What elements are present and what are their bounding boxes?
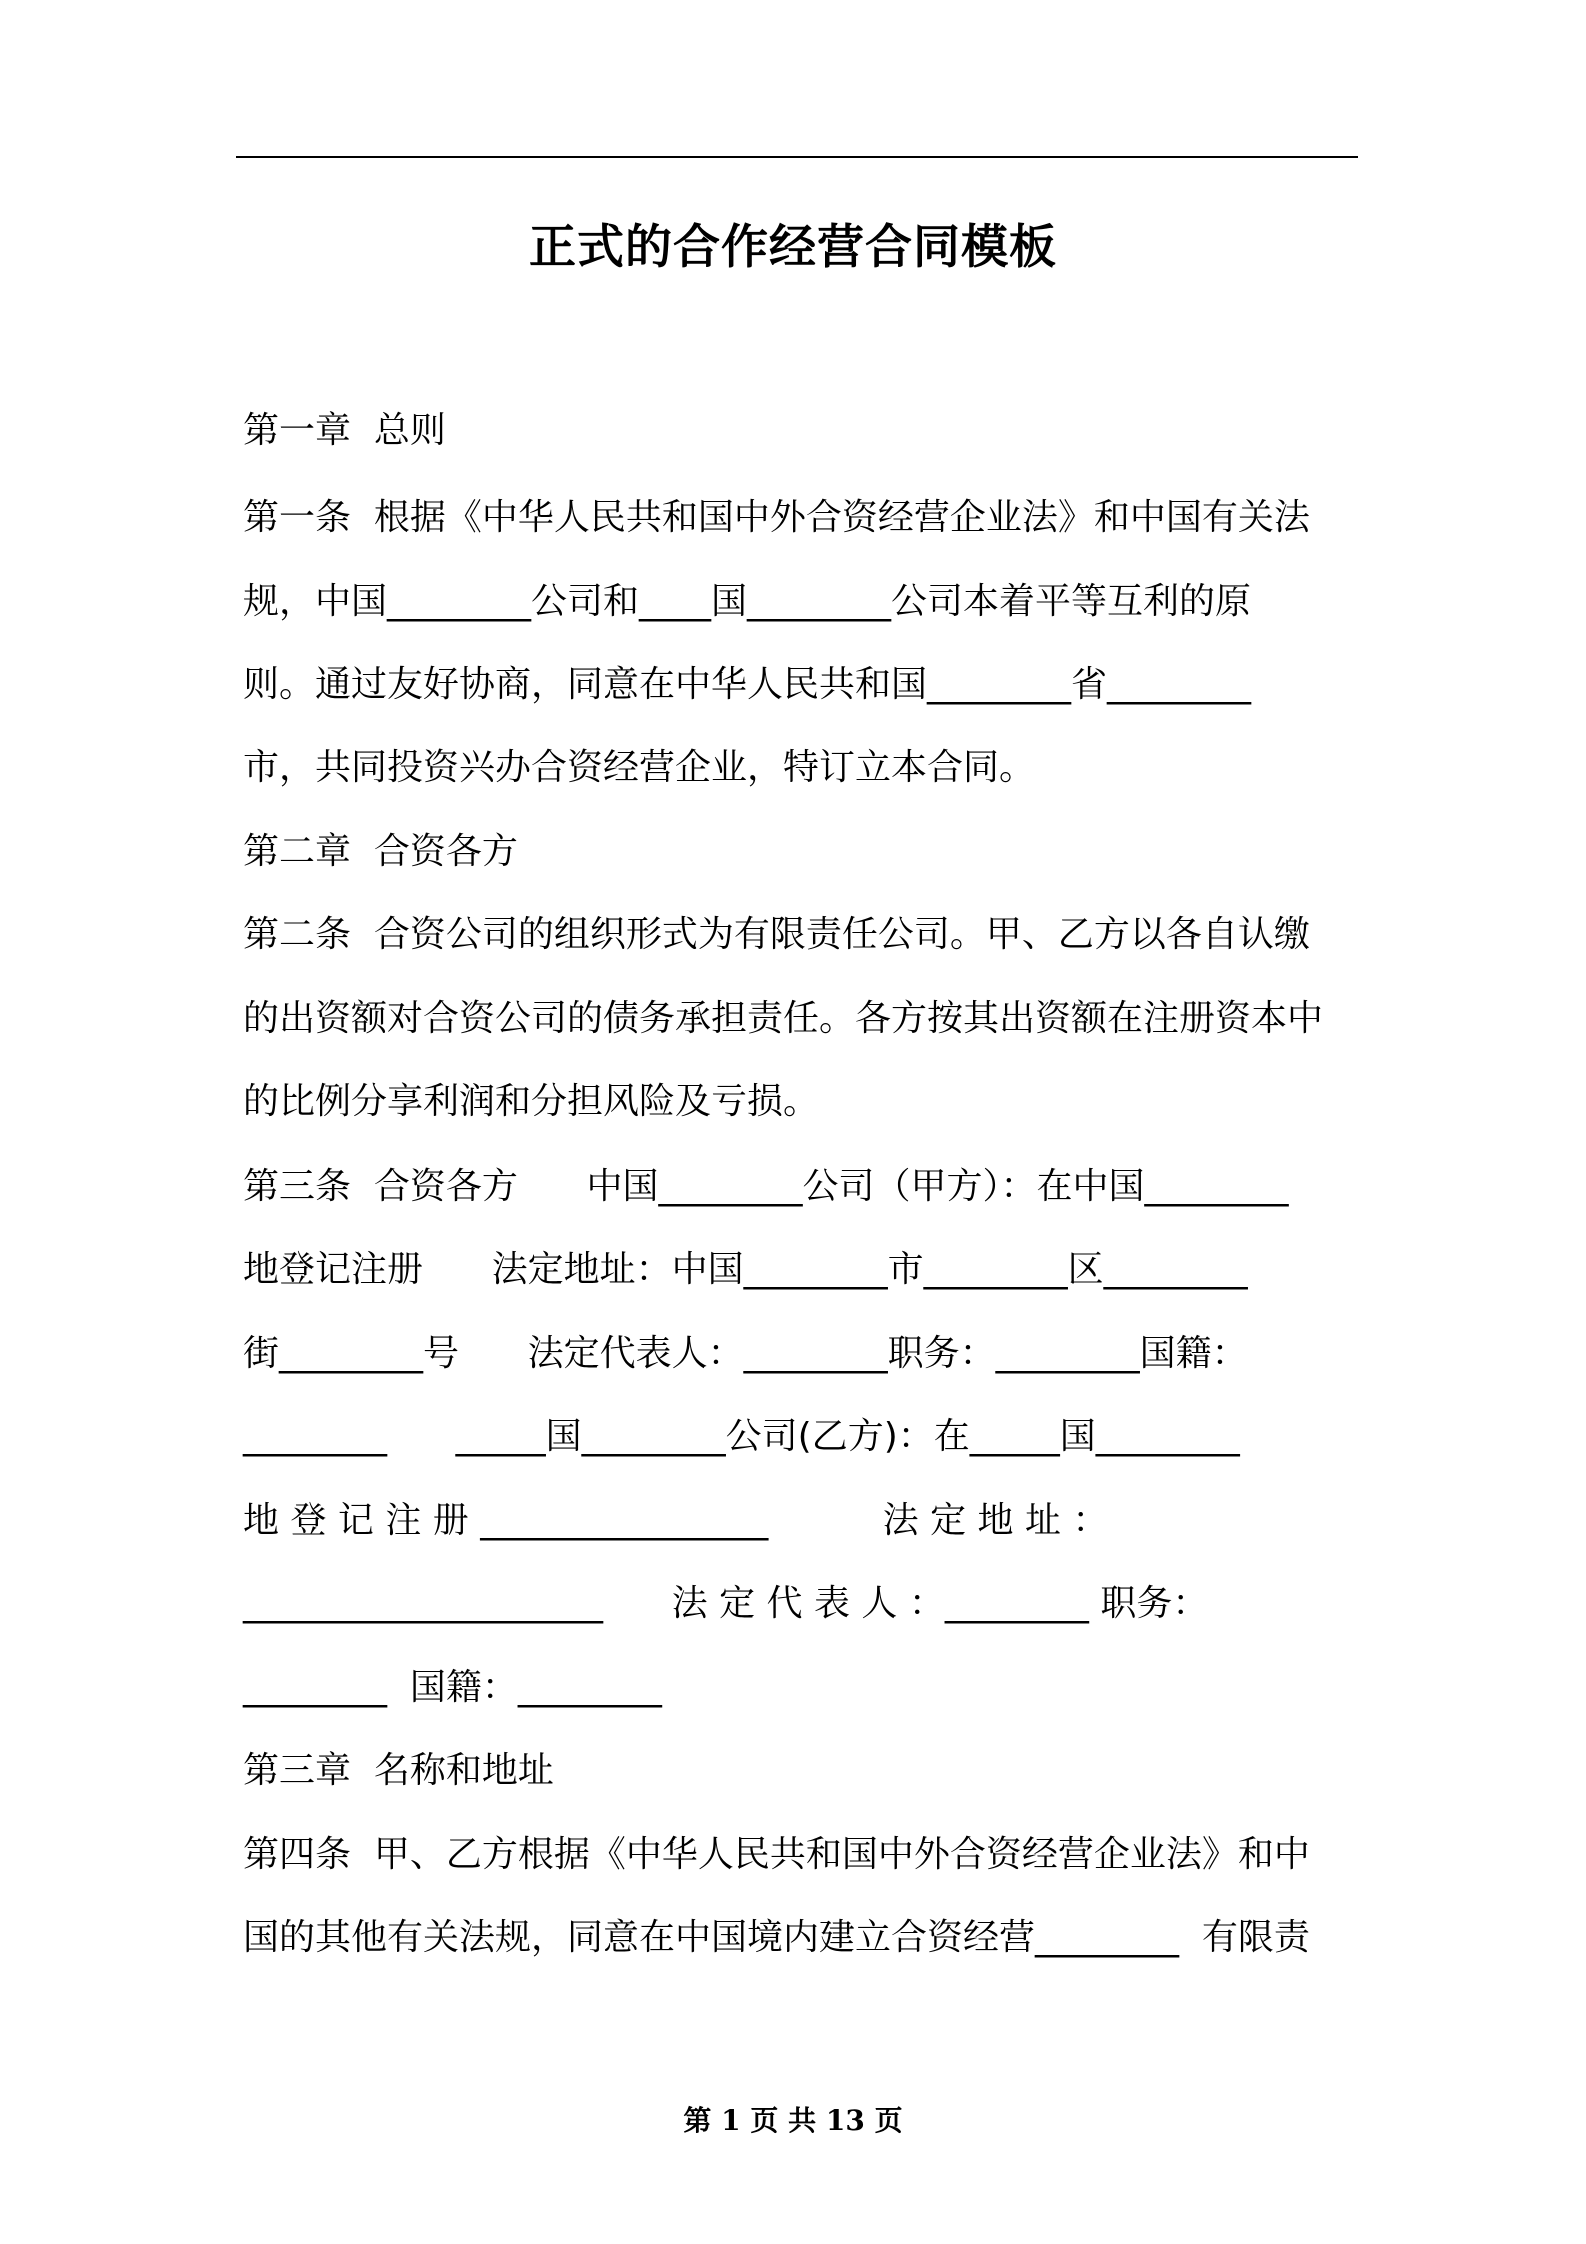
chapter-2-heading: 第二章 合资各方 — [243, 831, 518, 872]
article-1-line-3: 则。通过友好协商，同意在中华人民共和国________省________ — [243, 664, 1252, 705]
header-rule — [236, 156, 1358, 158]
article-3-line-4: ________ _____国________公司(乙方)：在_____国________ — [243, 1416, 1240, 1457]
article-2-line-3: 的比例分享利润和分担风险及亏损。 — [243, 1081, 820, 1122]
article-1-line-1: 第一条 根据《中华人民共和国中外合资经营企业法》和中国有关法 — [243, 497, 1310, 538]
article-3-line-1: 第三条 合资各方 中国________公司（甲方）：在中国________ — [243, 1166, 1289, 1207]
chapter-3-heading: 第三章 名称和地址 — [243, 1750, 554, 1791]
article-3-line-7: ________ 国籍：________ — [243, 1667, 662, 1708]
article-1-line-2: 规，中国________公司和____国________公司本着平等互利的原 — [243, 581, 1252, 622]
page-footer: 第 1 页 共 13 页 — [683, 2104, 903, 2137]
article-4-line-2: 国的其他有关法规，同意在中国境内建立合资经营________ 有限责 — [243, 1917, 1310, 1958]
article-4-line-1: 第四条 甲、乙方根据《中华人民共和国中外合资经营企业法》和中 — [243, 1834, 1310, 1875]
article-3-line-5: 地 登 记 注 册 ________________ 法 定 地 址 ： — [243, 1500, 1109, 1541]
document-title: 正式的合作经营合同模板 — [529, 220, 1057, 275]
article-2-line-2: 的出资额对合资公司的债务承担责任。各方按其出资额在注册资本中 — [243, 998, 1324, 1039]
article-3-line-6: ____________________ 法 定 代 表 人 ：________ 职务： — [243, 1583, 1209, 1624]
chapter-1-heading: 第一章 总则 — [243, 410, 446, 451]
article-3-line-2: 地登记注册 法定地址：中国________市________区________ — [243, 1249, 1248, 1290]
article-3-line-3: 街________号 法定代表人：________职务：________国籍： — [243, 1333, 1248, 1374]
article-2-line-1: 第二条 合资公司的组织形式为有限责任公司。甲、乙方以各自认缴 — [243, 914, 1310, 955]
article-1-line-4: 市，共同投资兴办合资经营企业，特订立本合同。 — [243, 747, 1036, 788]
